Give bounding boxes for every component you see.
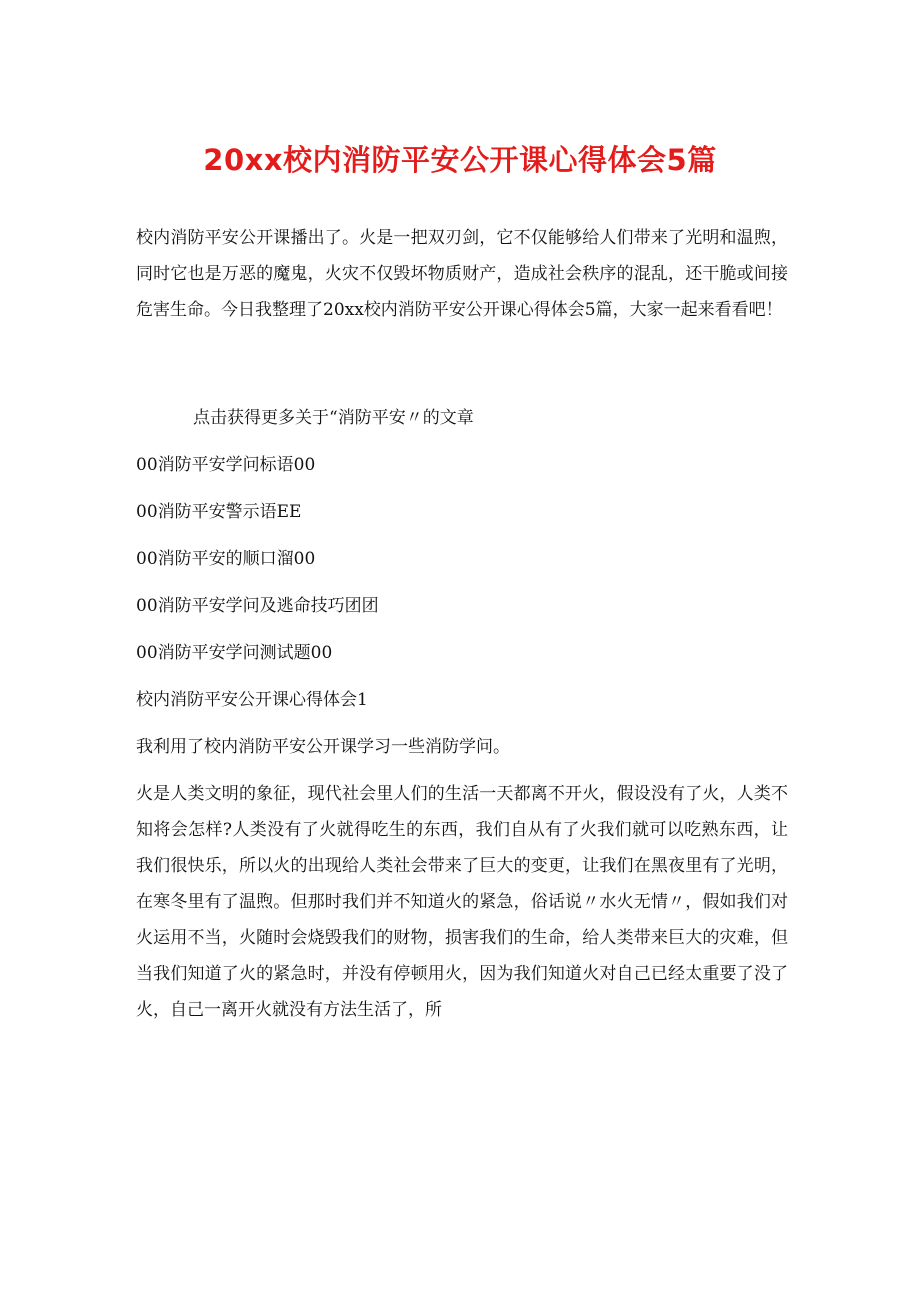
related-link-4[interactable]: 00消防平安学问及逃命技巧团团 [136, 596, 379, 616]
document-body [136, 220, 788, 1028]
related-link-3[interactable]: 00消防平安的顺口溜00 [136, 549, 316, 569]
related-link-5[interactable]: 00消防平安学问测试题00 [136, 643, 333, 663]
related-link-2[interactable]: 00消防平安警示语EE [136, 502, 302, 522]
related-articles-intro: 点击获得更多关于“消防平安〃的文章 [193, 408, 474, 428]
intro-paragraph: 校内消防平安公开课播出了。火是一把双刃剑，它不仅能够给人们带来了光明和温煦，同时它也是万恶的魔鬼，火灾不仅毁坏物质财产，造成社会秩序的混乱，还干脆或间接危害生命。今日我整理了20xx校内消防平安公开课心得体会5篇，大家一起来看看吧！ [136, 228, 788, 320]
related-link-1[interactable]: 00消防平安学问标语00 [136, 455, 316, 475]
section-body-paragraph: 火是人类文明的象征，现代社会里人们的生活一天都离不开火，假设没有了火，人类不知将会怎样?人类没有了火就得吃生的东西，我们自从有了火我们就可以吃熟东西，让我们很快乐，所以火的出现给人类社会带来了巨大的变更，让我们在黑夜里有了光明，在寒冬里有了温煦。但那时我们并不知道火的紧急，俗话说〃水火无情〃，假如我们对火运用不当，火随时会烧毁我们的财物，损害我们的生命，给人类带来巨大的灾难，但当我们知道了火的紧急时，并没有停顿用火，因为我们知道火对自己已经太重要了没了火，自己一离开火就没有方法生活了，所 [136, 784, 788, 1020]
section-first-line: 我利用了校内消防平安公开课学习一些消防学问。 [136, 737, 510, 757]
section-heading: 校内消防平安公开课心得体会1 [136, 690, 368, 710]
related-links-list [136, 447, 788, 671]
document-title: 20xx校内消防平安公开课心得体会5篇 [203, 143, 717, 177]
